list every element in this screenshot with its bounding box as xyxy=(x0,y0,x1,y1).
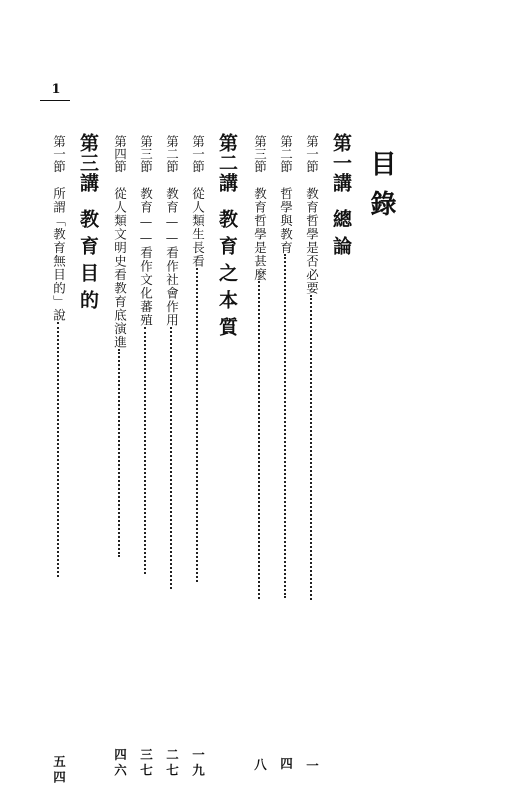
section-title: 教育哲學是否必要 xyxy=(304,186,320,295)
dot-leader xyxy=(196,268,200,582)
section-page: 四 xyxy=(278,757,294,773)
section-number: 第一節 xyxy=(51,135,67,173)
section-title: 教育——看作社會作用 xyxy=(164,186,180,327)
section-page: 三七 xyxy=(138,748,154,779)
toc-entry xyxy=(138,135,154,779)
section-page: 一 xyxy=(304,759,320,775)
toc-title: 目錄 xyxy=(366,150,396,230)
lecture-number: 第一講 xyxy=(330,133,352,193)
lecture-title: 總論 xyxy=(330,209,352,263)
section-number: 第四節 xyxy=(112,135,128,173)
toc-entry xyxy=(164,135,180,779)
section-page: 一九 xyxy=(190,748,206,779)
toc-entry xyxy=(252,135,268,774)
section-number: 第三節 xyxy=(252,135,268,173)
lecture-2-heading xyxy=(217,133,236,344)
dot-leader xyxy=(144,327,148,574)
toc-entry xyxy=(190,135,206,779)
section-title: 從人類文明史看教育底演進 xyxy=(112,186,128,349)
section-title: 教育哲學是甚麼 xyxy=(252,186,268,281)
toc-entry xyxy=(278,135,294,773)
section-title: 所謂「教育無目的」說 xyxy=(51,186,67,322)
toc-entry xyxy=(304,135,320,775)
section-number: 第三節 xyxy=(138,135,154,173)
dot-leader xyxy=(310,295,314,600)
dot-leader xyxy=(170,327,174,589)
section-page: 八 xyxy=(252,758,268,774)
dot-leader xyxy=(284,254,288,598)
lecture-number: 第二講 xyxy=(216,133,238,193)
lecture-title: 教育目的 xyxy=(77,209,99,317)
section-page: 五四 xyxy=(51,755,67,786)
page-number-rule xyxy=(40,100,70,101)
section-number: 第二節 xyxy=(164,135,180,173)
toc-entry xyxy=(112,135,128,779)
lecture-number: 第三講 xyxy=(77,133,99,193)
lecture-3-heading xyxy=(78,133,97,317)
section-title: 教育——看作文化蕃殖 xyxy=(138,186,154,327)
dot-leader xyxy=(258,281,262,599)
section-page: 四六 xyxy=(112,748,128,779)
lecture-1-heading xyxy=(331,133,350,263)
dot-leader xyxy=(57,322,61,577)
section-number: 第一節 xyxy=(304,135,320,173)
toc-entry xyxy=(51,135,67,786)
section-title: 哲學與教育 xyxy=(278,186,294,254)
section-page: 二七 xyxy=(164,748,180,779)
page-number: 1 xyxy=(51,82,61,97)
lecture-title: 教育之本質 xyxy=(216,209,238,344)
section-title: 從人類生長看 xyxy=(190,186,206,268)
section-number: 第二節 xyxy=(278,135,294,173)
dot-leader xyxy=(118,349,122,557)
section-number: 第一節 xyxy=(190,135,206,173)
